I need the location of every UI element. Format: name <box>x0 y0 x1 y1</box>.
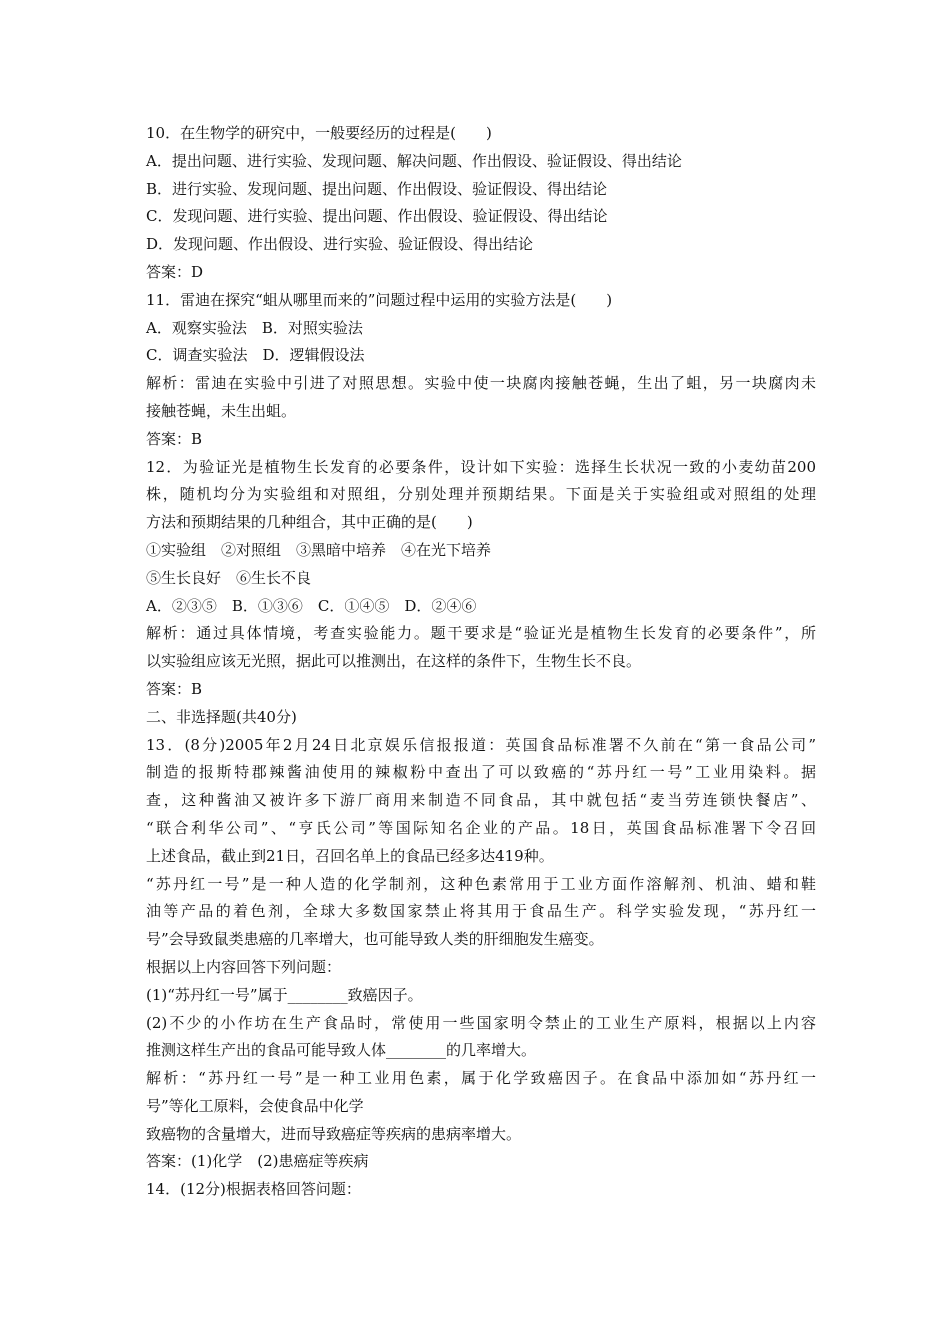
document-page <box>146 120 816 1204</box>
q12-stem-line-3: 方法和预期结果的几种组合，其中正确的是( ) <box>146 513 473 532</box>
q13-passage-line-8: 号”会导致鼠类患癌的几率增大，也可能导致人类的肝细胞发生癌变。 <box>146 930 604 949</box>
q13-analysis-line-2: 号”等化工原料，会使食品中化学 <box>146 1096 364 1115</box>
q13-question-2-line-1: (2)不少的小作坊在生产食品时，常使用一些国家明令禁止的工业生产原料，根据以上内容 <box>146 1013 816 1032</box>
q13-passage-line-6: “苏丹红一号”是一种人造的化学制剂，这种色素常用于工业方面作溶解剂、机油、蜡和鞋 <box>146 874 816 893</box>
q13-analysis-line-3: 致癌物的含量增大，进而导致癌症等疾病的患病率增大。 <box>146 1124 522 1143</box>
q13-analysis-line-1: 解析：“苏丹红一号”是一种工业用色素，属于化学致癌因子。在食品中添加如“苏丹红一 <box>146 1069 816 1088</box>
q13-answer: 答案：(1)化学 (2)患癌症等疾病 <box>146 1152 369 1171</box>
q13-passage-line-4: “联合利华公司”、“亨氏公司”等国际知名企业的产品。18日，英国食品标准署下令召回 <box>146 818 816 837</box>
q13-passage-line-2: 制造的报斯特郡辣酱油使用的辣椒粉中查出了可以致癌的“苏丹红一号”工业用染料。据 <box>146 763 816 782</box>
q12-answer: 答案：B <box>146 679 203 698</box>
q11-stem: 11．雷迪在探究“蛆从哪里而来的”问题过程中运用的实验方法是( ) <box>146 290 613 309</box>
q13-question-2-line-2: 推测这样生产出的食品可能导致人体________的几率增大。 <box>146 1041 537 1060</box>
q14-stem: 14．(12分)根据表格回答问题： <box>146 1180 361 1199</box>
q10-option-c: C．发现问题、进行实验、提出问题、作出假设、验证假设、得出结论 <box>146 207 608 226</box>
q10-option-a: A．提出问题、进行实验、发现问题、解决问题、作出假设、验证假设、得出结论 <box>146 151 682 170</box>
q13-passage-line-1: 13．(8分)2005年2月24日北京娱乐信报报道：英国食品标准署不久前在“第一食品公司” <box>146 735 816 754</box>
q10-option-b: B．进行实验、发现问题、提出问题、作出假设、验证假设、得出结论 <box>146 179 608 198</box>
q13-instruction: 根据以上内容回答下列问题： <box>146 957 342 976</box>
q11-analysis-line-1: 解析：雷迪在实验中引进了对照思想。实验中使一块腐肉接触苍蝇，生出了蛆，另一块腐肉未 <box>146 374 816 393</box>
q12-stem-line-1: 12．为验证光是植物生长发育的必要条件，设计如下实验：选择生长状况一致的小麦幼苗200 <box>146 457 816 476</box>
q13-passage-line-5: 上述食品，截止到21日，召回名单上的食品已经多达419种。 <box>146 846 554 865</box>
q12-stem-line-2: 株，随机均分为实验组和对照组，分别处理并预期结果。下面是关于实验组或对照组的处理 <box>146 485 816 504</box>
q11-options-ab: A．观察实验法 B．对照实验法 <box>146 318 363 337</box>
q12-options: A．②③⑤ B．①③⑥ C．①④⑤ D．②④⑥ <box>146 596 477 615</box>
q12-choices-line-1: ①实验组 ②对照组 ③黑暗中培养 ④在光下培养 <box>146 540 492 559</box>
q11-answer: 答案：B <box>146 429 203 448</box>
section-heading: 二、非选择题(共40分) <box>146 707 297 726</box>
q10-stem: 10．在生物学的研究中，一般要经历的过程是( ) <box>146 124 492 142</box>
q13-question-1: (1)“苏丹红一号”属于________致癌因子。 <box>146 985 423 1004</box>
q11-analysis-line-2: 接触苍蝇，未生出蛆。 <box>146 401 297 420</box>
q10-answer: 答案：D <box>146 262 204 281</box>
q12-analysis-line-2: 以实验组应该无光照，据此可以推测出，在这样的条件下，生物生长不良。 <box>146 652 642 671</box>
q11-options-cd: C．调查实验法 D．逻辑假设法 <box>146 346 365 365</box>
q12-choices-line-2: ⑤生长良好 ⑥生长不良 <box>146 568 312 587</box>
q13-passage-line-3: 查，这种酱油又被许多下游厂商用来制造不同食品，其中就包括“麦当劳连锁快餐店”、 <box>146 791 816 810</box>
q10-option-d: D．发现问题、作出假设、进行实验、验证假设、得出结论 <box>146 235 534 254</box>
q12-analysis-line-1: 解析：通过具体情境，考查实验能力。题干要求是“验证光是植物生长发育的必要条件”，所 <box>146 624 816 643</box>
q13-passage-line-7: 油等产品的着色剂，全球大多数国家禁止将其用于食品生产。科学实验发现，“苏丹红一 <box>146 902 816 921</box>
